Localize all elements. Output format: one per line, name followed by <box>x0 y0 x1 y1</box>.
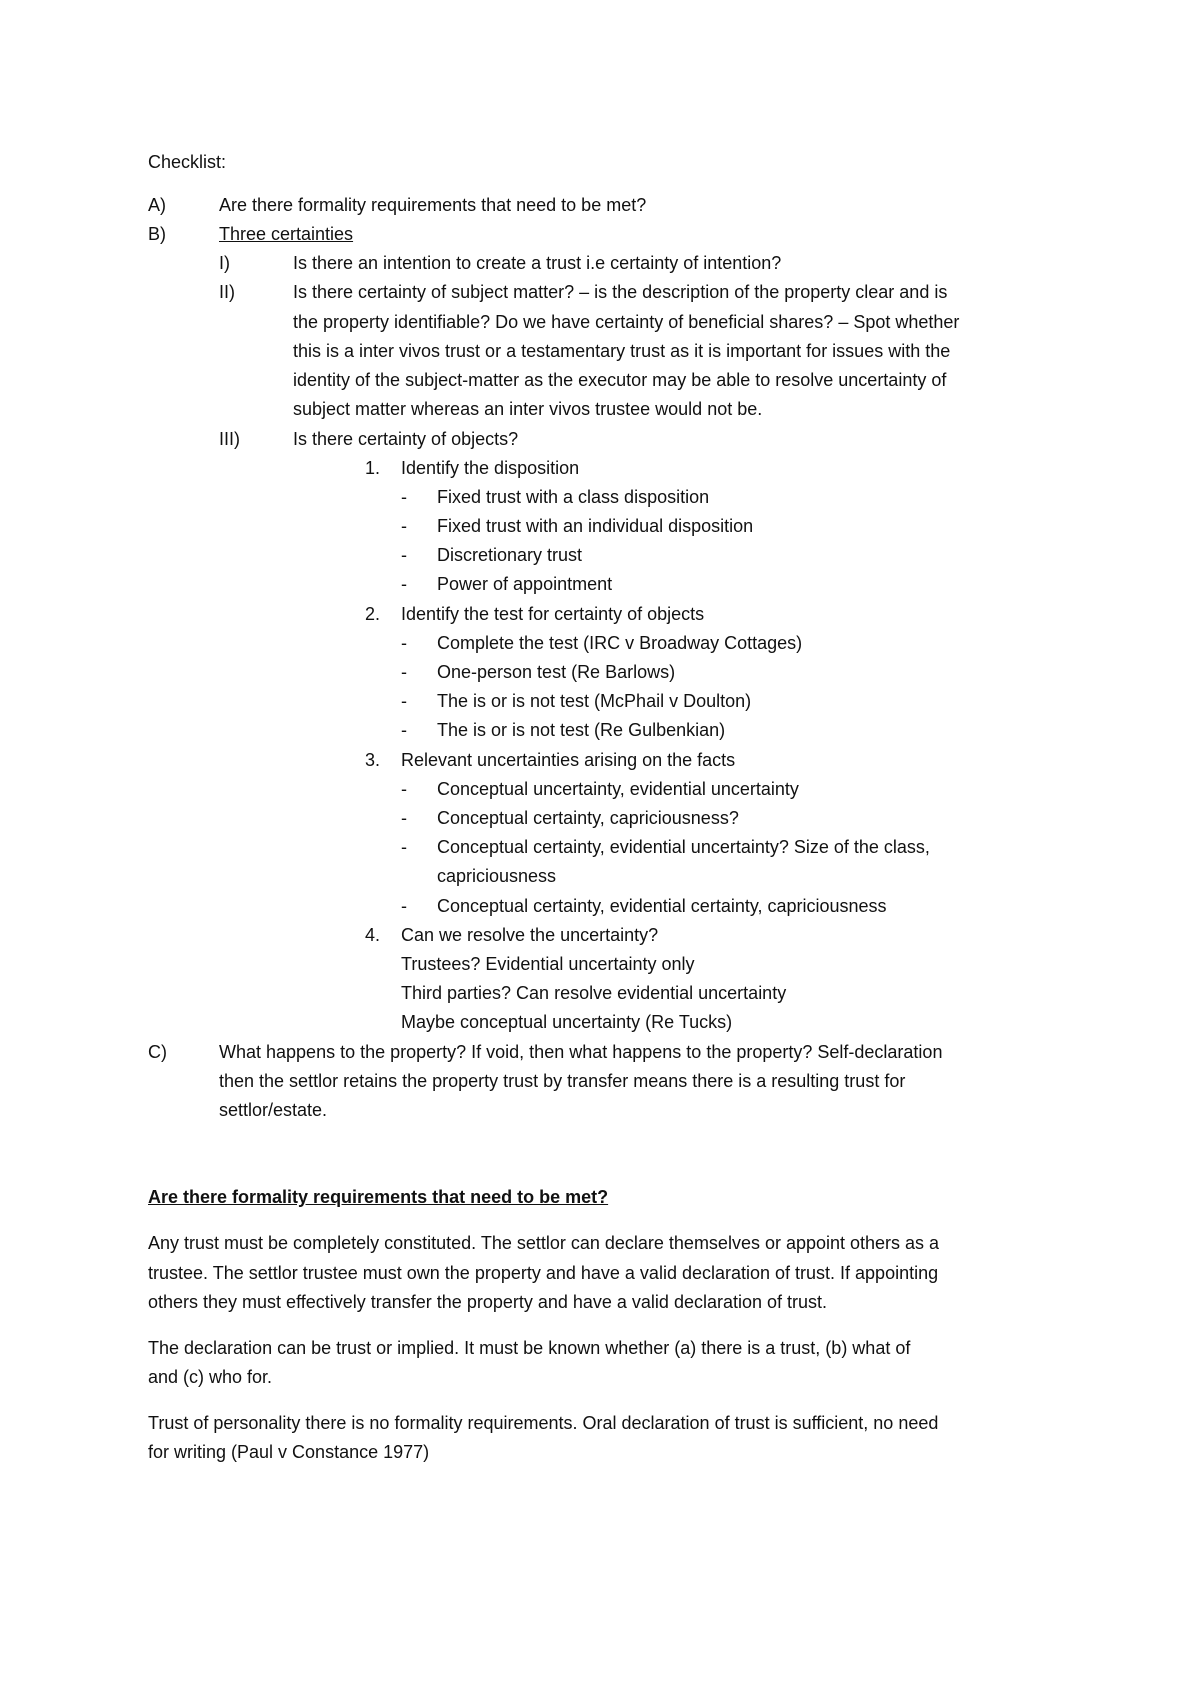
bullet-text: The is or is not test (McPhail v Doulton) <box>437 691 752 711</box>
bullet-dash: - <box>401 837 407 857</box>
paragraph-line: trustee. The settlor trustee must own the property and have a valid declaration of trust. If appointing <box>148 1263 939 1283</box>
bullet-dash: - <box>401 633 407 653</box>
step-text: Relevant uncertainties arising on the facts <box>401 750 736 770</box>
bullet-dash: - <box>401 516 407 536</box>
step-number: 1. <box>365 458 381 478</box>
bullet-dash: - <box>401 720 407 740</box>
item-b-ii-marker: II) <box>219 282 235 302</box>
bullet-text: Conceptual certainty, evidential certainty, capriciousness <box>437 896 887 916</box>
bullet-dash: - <box>401 545 407 565</box>
checklist-title: Checklist: <box>148 152 227 172</box>
item-c-marker: C) <box>148 1042 167 1062</box>
bullet-text: Fixed trust with an individual disposition <box>437 516 754 536</box>
item-b-ii-line: this is a inter vivos trust or a testamentary trust as it is important for issues with the <box>293 341 951 361</box>
step-number: 3. <box>365 750 381 770</box>
step-line: Third parties? Can resolve evidential uncertainty <box>401 983 787 1003</box>
item-b-text: Three certainties <box>219 224 354 244</box>
bullet-dash: - <box>401 574 407 594</box>
bullet-text-continued: capriciousness <box>437 866 557 886</box>
item-a-marker: A) <box>148 195 166 215</box>
bullet-text: Power of appointment <box>437 574 613 594</box>
item-c-line: What happens to the property? If void, then what happens to the property? Self-declaration <box>219 1042 943 1062</box>
step-number: 4. <box>365 925 381 945</box>
item-c-line: then the settlor retains the property trust by transfer means there is a resulting trust for <box>219 1071 906 1091</box>
bullet-text: One-person test (Re Barlows) <box>437 662 676 682</box>
item-b-marker: B) <box>148 224 166 244</box>
bullet-dash: - <box>401 487 407 507</box>
step-text: Can we resolve the uncertainty? <box>401 925 659 945</box>
paragraph-line: Any trust must be completely constituted. The settlor can declare themselves or appoint others as a <box>148 1233 940 1253</box>
paragraph-line: and (c) who for. <box>148 1367 273 1387</box>
paragraph-line: The declaration can be trust or implied. It must be known whether (a) there is a trust, (b) what of <box>148 1338 911 1358</box>
step-text: Identify the test for certainty of objects <box>401 604 705 624</box>
step-number: 2. <box>365 604 381 624</box>
item-b-ii-line: subject matter whereas an inter vivos trustee would not be. <box>293 399 763 419</box>
item-a-text: Are there formality requirements that need to be met? <box>219 195 647 215</box>
bullet-text: Conceptual certainty, capriciousness? <box>437 808 739 828</box>
item-b-ii-line: the property identifiable? Do we have certainty of beneficial shares? – Spot whether <box>293 312 960 332</box>
item-b-ii-line: Is there certainty of subject matter? – is the description of the property clear and is <box>293 282 948 302</box>
bullet-dash: - <box>401 691 407 711</box>
paragraph-line: Trust of personality there is no formality requirements. Oral declaration of trust is sufficient, no need <box>148 1413 939 1433</box>
bullet-text: Fixed trust with a class disposition <box>437 487 710 507</box>
item-b-i-marker: I) <box>219 253 230 273</box>
section-heading: Are there formality requirements that need to be met? <box>148 1187 609 1207</box>
bullet-text: Conceptual certainty, evidential uncertainty? Size of the class, <box>437 837 930 857</box>
paragraph-line: others they must effectively transfer the property and have a valid declaration of trust. <box>148 1292 828 1312</box>
bullet-dash: - <box>401 779 407 799</box>
bullet-text: Discretionary trust <box>437 545 583 565</box>
step-line: Maybe conceptual uncertainty (Re Tucks) <box>401 1012 733 1032</box>
item-b-i-text: Is there an intention to create a trust i.e certainty of intention? <box>293 253 782 273</box>
bullet-dash: - <box>401 662 407 682</box>
bullet-text: Conceptual uncertainty, evidential uncertainty <box>437 779 799 799</box>
item-b-ii-line: identity of the subject-matter as the executor may be able to resolve uncertainty of <box>293 370 947 390</box>
paragraph-line: for writing (Paul v Constance 1977) <box>148 1442 430 1462</box>
item-b-iii-text: Is there certainty of objects? <box>293 429 519 449</box>
item-c-line: settlor/estate. <box>219 1100 328 1120</box>
bullet-text: Complete the test (IRC v Broadway Cottages) <box>437 633 803 653</box>
step-text: Identify the disposition <box>401 458 580 478</box>
step-line: Trustees? Evidential uncertainty only <box>401 954 695 974</box>
bullet-dash: - <box>401 896 407 916</box>
bullet-text: The is or is not test (Re Gulbenkian) <box>437 720 726 740</box>
item-b-iii-marker: III) <box>219 429 240 449</box>
bullet-dash: - <box>401 808 407 828</box>
